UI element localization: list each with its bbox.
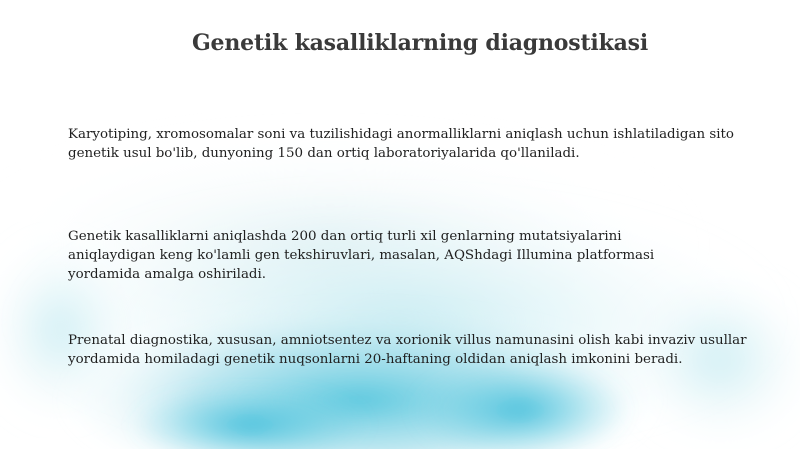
slide-title: Genetik kasalliklarning diagnostikasi: [191, 30, 649, 56]
paragraph-prenatal-diagnostics: Prenatal diagnostika, xususan, amniotsentez va xorionik villus namunasini olish kabi invaziv usullar yordamida homiladagi genetik nuqsonlarni 20-haftaning oldidan aniqlash imkonini beradi.: [68, 333, 747, 367]
paragraph-gene-panels: Genetik kasalliklarni aniqlashda 200 dan ortiq turli xil genlarning mutatsiyalarini aniqlaydigan keng ko'lamli gen tekshiruvlari, masalan, AQShdagi Illumina platformasi yordamida amalga oshiriladi.: [68, 229, 655, 282]
paragraph-karyotyping: Karyotiping, xromosomalar soni va tuzilishidagi anormalliklarni aniqlash uchun ishlatiladigan sito genetik usul bo'lib, dunyoning 150 dan ortiq laboratoriyalarida qo'llaniladi.: [68, 127, 734, 161]
